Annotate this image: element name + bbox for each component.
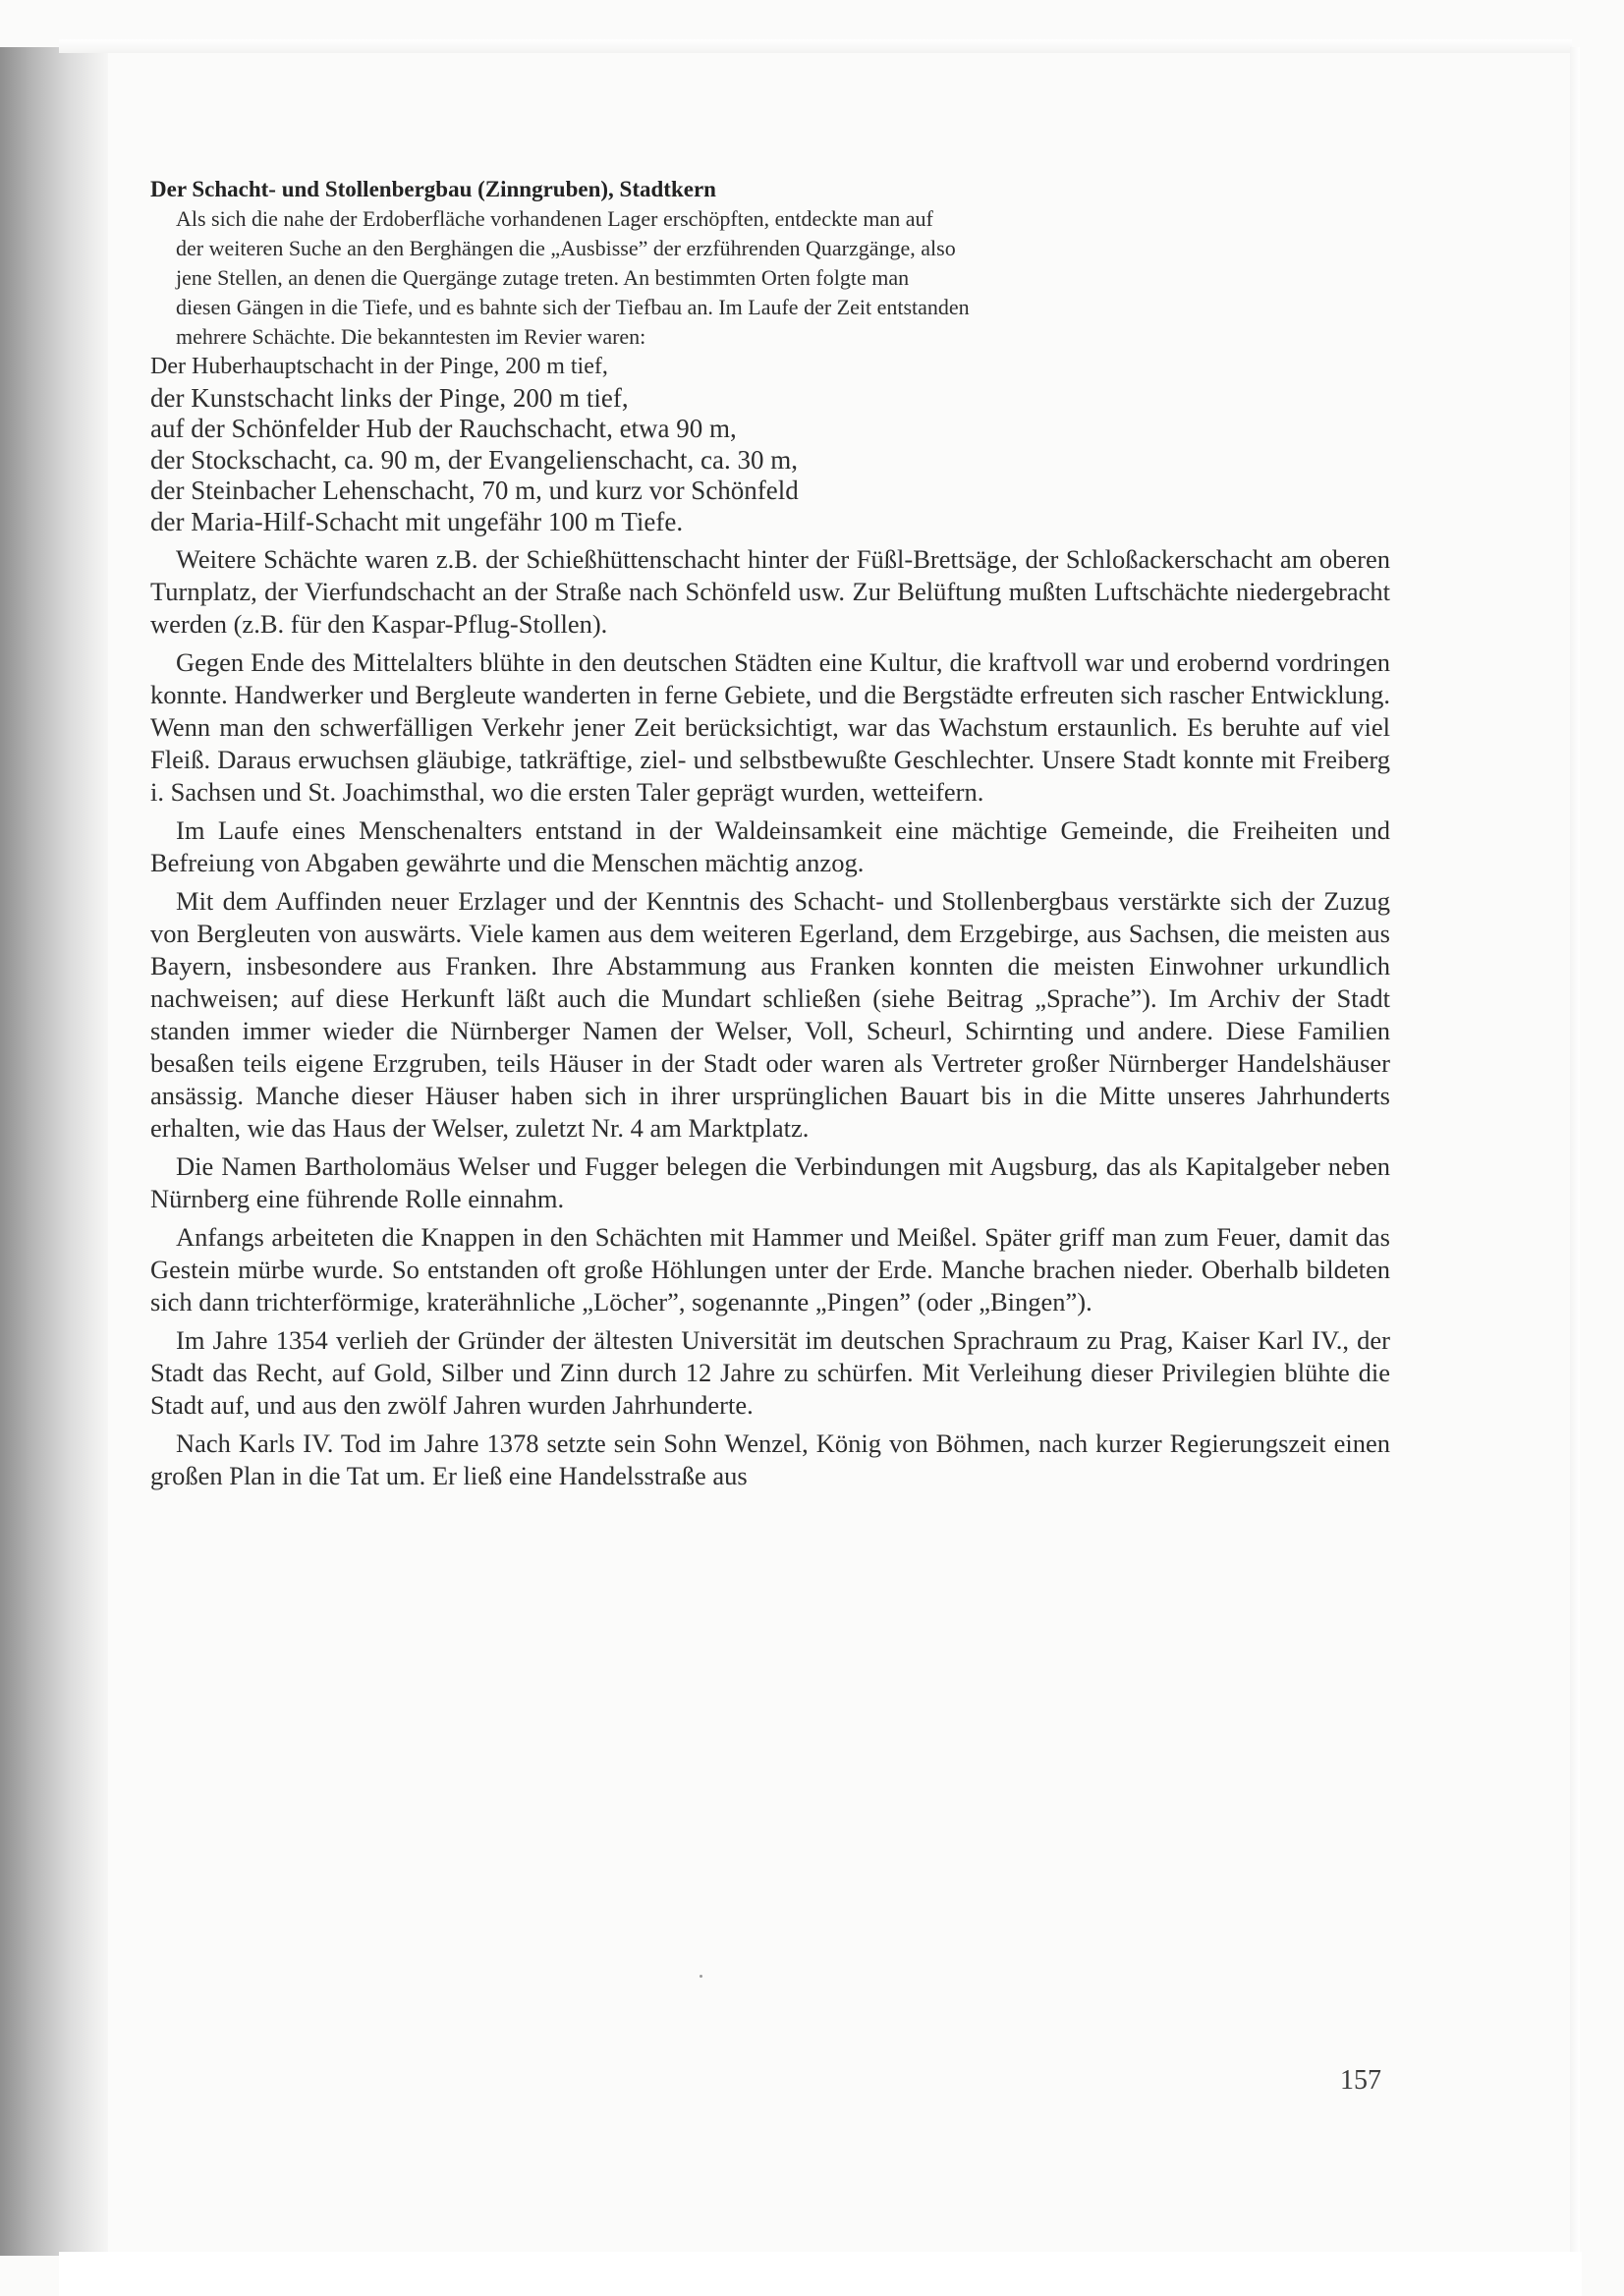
shaft-list-item: der Steinbacher Lehenschacht, 70 m, und kurz vor Schönfeld — [150, 476, 799, 505]
body-paragraph: Mit dem Auffinden neuer Erzlager und der Kenntnis des Schacht- und Stollenbergbaus verstärkte sich der Zuzug von Bergleuten von auswärts. Viele kamen aus dem weiteren Egerland, dem Erzgebirge, aus Sachsen, die meisten aus Bayern, insbesondere aus Franken. Ihre Abstammung aus Franken konnten die meisten Einwohner urkundlich nachweisen; auf diese Herkunft läßt auch die Mundart schließen (siehe Beitrag „Sprache”). Im Archiv der Stadt standen immer wieder die Nürnberger Namen der Welser, Voll, Scheurl, Schirnting und andere. Diese Familien besaßen teils eigene Erzgruben, teils Häuser in der Stadt oder waren als Vertreter großer Nürnberger Handelshäuser ansässig. Manche dieser Häuser haben sich in ihrer ursprünglichen Bauart bis in die Mitte unseres Jahrhunderts erhalten, wie das Haus der Welser, zuletzt Nr. 4 am Marktplatz. — [150, 886, 1390, 1143]
book-gutter-shadow — [0, 47, 108, 2256]
intro-line: jene Stellen, an denen die Quergänge zutage treten. An bestimmten Orten folgte man — [176, 265, 910, 290]
body-paragraph: Gegen Ende des Mittelalters blühte in den deutschen Städten eine Kultur, die kraftvoll war und erobernd vordringen konnte. Handwerker und Bergleute wanderten in ferne Gebiete, und die Bergstädte erfreuten sich rascher Entwicklung. Wenn man den schwerfälligen Verkehr jener Zeit berücksichtigt, war das Wachstum erstaunlich. Es beruhte auf viel Fleiß. Daraus erwuchsen gläubige, tatkräftige, ziel- und selbstbewußte Geschlechter. Unsere Stadt konnte mit Freiberg i. Sachsen und St. Joachimsthal, wo die ersten Taler geprägt wurden, wetteifern. — [150, 647, 1390, 807]
page-right-edge — [1570, 47, 1580, 2256]
intro-line: mehrere Schächte. Die bekanntesten im Revier waren: — [176, 324, 646, 349]
body-paragraph: Im Laufe eines Menschenalters entstand in der Waldeinsamkeit eine mächtige Gemeinde, die Freiheiten und Befreiung von Abgaben gewährte und die Menschen mächtig anzog. — [150, 815, 1390, 877]
body-paragraph: Nach Karls IV. Tod im Jahre 1378 setzte sein Sohn Wenzel, König von Böhmen, nach kurzer Regierungszeit einen großen Plan in die Tat um. Er ließ eine Handelsstraße aus — [150, 1428, 1390, 1490]
body-paragraph: Weitere Schächte waren z.B. der Schießhüttenschacht hinter der Füßl-Brettsäge, der Schloßackerschacht am oberen Turnplatz, der Vierfundschacht an der Straße nach Schönfeld usw. Zur Belüftung mußten Luftschächte niedergebracht werden (z.B. für den Kaspar-Pflug-Stollen). — [150, 544, 1390, 639]
shaft-list-item: der Stockschacht, ca. 90 m, der Evangelienschacht, ca. 30 m, — [150, 444, 799, 475]
page-number: 157 — [1340, 2065, 1381, 2096]
body-paragraph: Anfangs arbeiteten die Knappen in den Schächten mit Hammer und Meißel. Später griff man zum Feuer, damit das Gestein mürbe wurde. So entstanden oft große Höhlungen unter der Erde. Manche brachen nieder. Oberhalb bildeten sich dann trichterförmige, kraterähnliche „Löcher”, sogenannte „Pingen” (oder „Bingen”). — [150, 1222, 1390, 1316]
page-top-edge — [59, 39, 1572, 53]
page-bottom-edge — [59, 2252, 1582, 2296]
shaft-list-item: auf der Schönfelder Hub der Rauchschacht, etwa 90 m, — [150, 414, 737, 443]
section-heading: Der Schacht- und Stollenbergbau (Zinngruben), Stadtkern — [150, 177, 716, 201]
shaft-list-item: der Maria-Hilf-Schacht mit ungefähr 100 m Tiefe. — [150, 506, 684, 536]
body-paragraph: Die Namen Bartholomäus Welser und Fugger belegen die Verbindungen mit Augsburg, das als Kapitalgeber neben Nürnberg eine führende Rolle einnahm. — [150, 1151, 1390, 1213]
intro-line: der weiteren Suche an den Berghängen die „Ausbisse” der erzführenden Quarzgänge, also — [176, 236, 956, 260]
intro-line: Als sich die nahe der Erdoberfläche vorhandenen Lager erschöpften, entdeckte man auf — [176, 206, 933, 231]
shaft-list-item: der Kunstschacht links der Pinge, 200 m tief, — [150, 382, 629, 413]
page-text — [150, 175, 1390, 1492]
intro-paragraph — [150, 204, 1390, 352]
shaft-list-item: Der Huberhauptschacht in der Pinge, 200 m tief, — [150, 354, 608, 379]
body-paragraph: Im Jahre 1354 verlieh der Gründer der ältesten Universität im deutschen Sprachraum zu Prag, Kaiser Karl IV., der Stadt das Recht, auf Gold, Silber und Zinn durch 12 Jahre zu schürfen. Mit Verleihung dieser Privilegien blühte die Stadt auf, und aus den zwölf Jahren wurden Jahrhunderte. — [150, 1325, 1390, 1420]
intro-line: diesen Gängen in die Tiefe, und es bahnte sich der Tiefbau an. Im Laufe der Zeit entstanden — [176, 295, 970, 319]
shaft-list — [150, 352, 1390, 537]
scan-speck — [700, 1975, 702, 1978]
